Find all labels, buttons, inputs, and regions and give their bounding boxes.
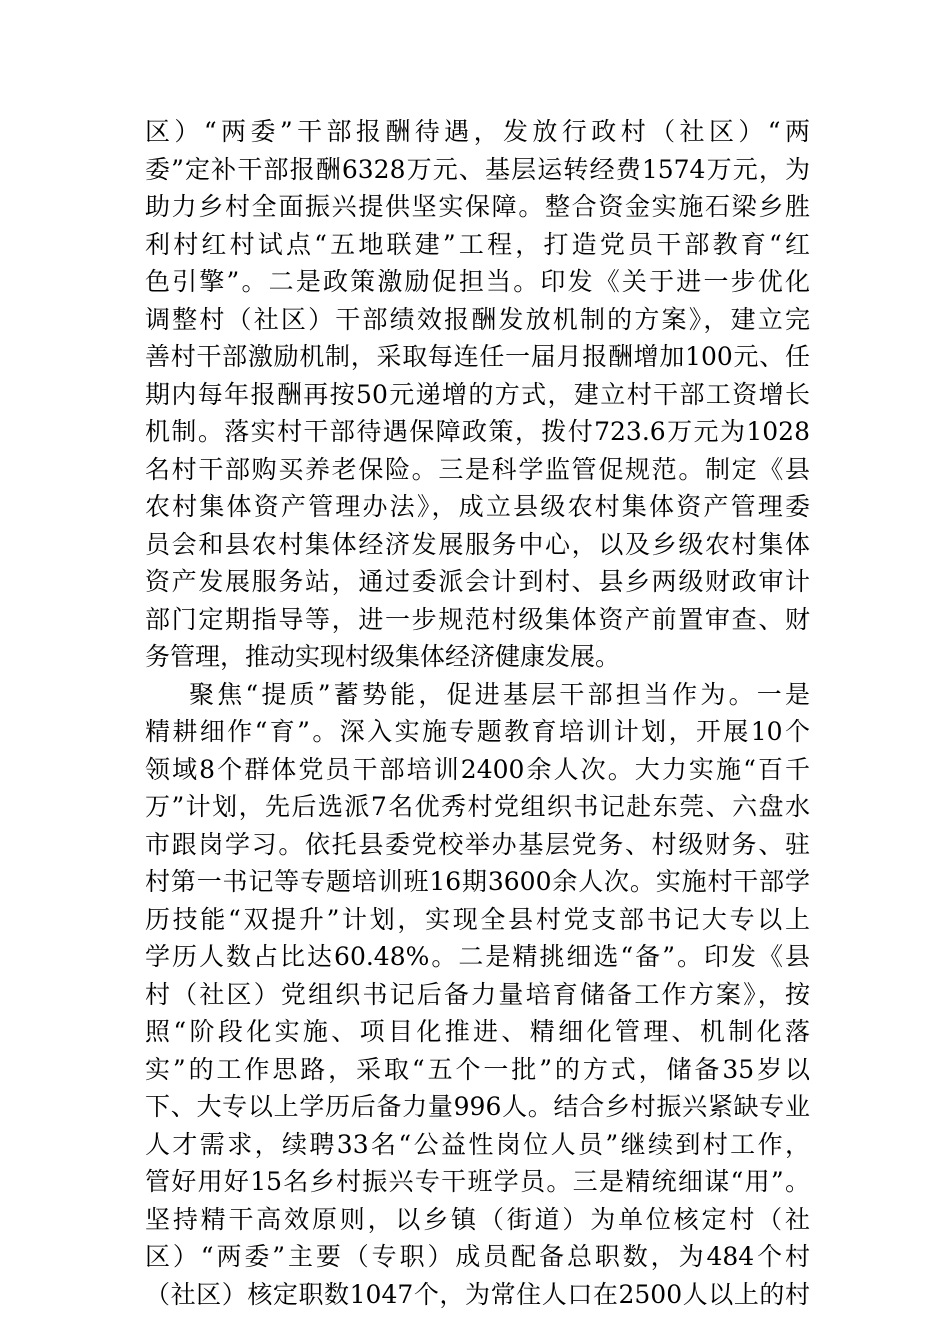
text-line: 学历人数占比达60.48%。二是精挑细选“备”。印发《县 [145,942,810,971]
text-line: 期内每年报酬再按50元递增的方式，建立村干部工资增长 [145,379,810,409]
text-line: 历技能“双提升”计划，实现全县村党支部书记大专以上 [145,904,810,934]
text-line: 人才需求，续聘33名“公益性岗位人员”继续到村工作， [145,1129,810,1159]
text-line: 下、大专以上学历后备力量996人。结合乡村振兴紧缺专业 [145,1092,810,1121]
text-line: 村（社区）党组织书记后备力量培育储备工作方案》，按 [145,979,810,1009]
body-text [145,113,810,1313]
text-line: （社区）核定职数1047个，为常住人口在2500人以上的村 [145,1279,810,1309]
text-line: 领域8个群体党员干部培训2400余人次。大力实施“百千 [145,754,810,784]
text-line: 万”计划，先后选派7名优秀村党组织书记赴东莞、六盘水 [145,792,810,821]
text-line: 区）“两委”主要（专职）成员配备总职数，为484个村 [145,1242,810,1271]
text-line: 员会和县农村集体经济发展服务中心，以及乡级农村集体 [145,529,810,559]
text-line: 市跟岗学习。依托县委党校举办基层党务、村级财务、驻 [145,829,810,859]
text-line: 农村集体资产管理办法》，成立县级农村集体资产管理委 [145,492,810,521]
text-line: 照“阶段化实施、项目化推进、精细化管理、机制化落 [145,1017,810,1046]
text-line: 名村干部购买养老保险。三是科学监管促规范。制定《县 [145,454,810,484]
text-line: 利村红村试点“五地联建”工程，打造党员干部教育“红 [145,229,810,259]
text-line: 色引擎”。二是政策激励促担当。印发《关于进一步优化 [145,267,810,296]
text-line: 助力乡村全面振兴提供坚实保障。整合资金实施石梁乡胜 [145,192,810,221]
text-line: 资产发展服务站，通过委派会计到村、县乡两级财政审计 [145,567,810,596]
text-line: 务管理，推动实现村级集体经济健康发展。 [145,642,621,671]
text-line: 部门定期指导等，进一步规范村级集体资产前置审查、财 [145,604,810,634]
text-line: 机制。落实村干部待遇保障政策，拨付723.6万元为1028 [145,417,810,446]
text-line: 管好用好15名乡村振兴专干班学员。三是精统细谋“用”。 [145,1167,810,1196]
text-line: 委”定补干部报酬6328万元、基层运转经费1574万元，为 [145,154,810,184]
text-line: 坚持精干高效原则，以乡镇（街道）为单位核定村（社 [145,1204,810,1234]
text-line: 善村干部激励机制，采取每连任一届月报酬增加100元、任 [145,342,810,371]
text-line: 精耕细作“育”。深入实施专题教育培训计划，开展10个 [145,717,810,746]
text-line: 区）“两委”干部报酬待遇，发放行政村（社区）“两 [145,117,810,146]
text-line: 村第一书记等专题培训班16期3600余人次。实施村干部学 [145,867,810,896]
paragraph-first-line: 聚焦“提质”蓄势能，促进基层干部担当作为。一是 [189,679,810,709]
text-line: 调整村（社区）干部绩效报酬发放机制的方案》，建立完 [145,304,810,334]
text-line: 实”的工作思路，采取“五个一批”的方式，储备35岁以 [145,1054,810,1084]
